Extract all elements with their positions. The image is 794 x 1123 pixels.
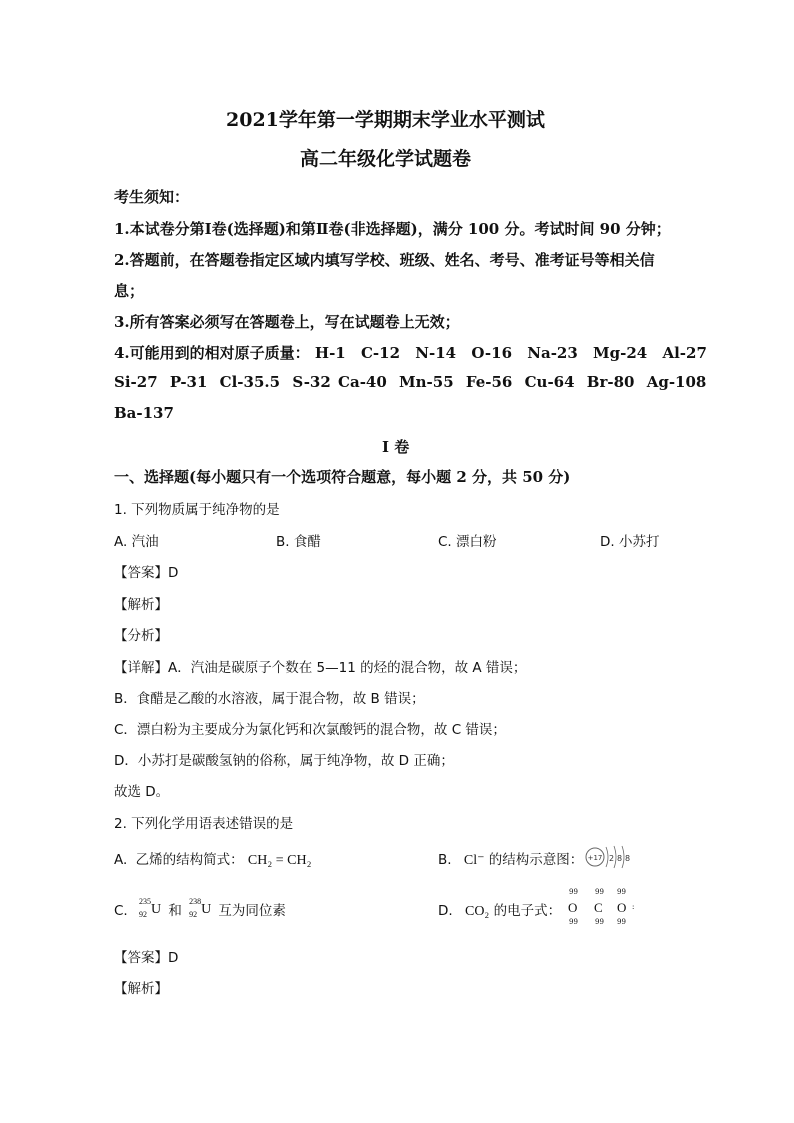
q2-option-b-text: 的结构示意图： bbox=[488, 852, 584, 868]
notice-item-2-cont: 息； bbox=[114, 282, 145, 300]
electron-pair-icon: : bbox=[632, 903, 635, 911]
atomic-mass: Mg-24 bbox=[593, 344, 648, 362]
q1-option-c: C. 漂白粉 bbox=[438, 534, 497, 550]
nucleus-charge: +17 bbox=[587, 854, 603, 862]
chloride-structure-diagram bbox=[584, 842, 634, 872]
atomic-mass: S-32 bbox=[292, 373, 331, 391]
atomic-mass: Mn-55 bbox=[399, 373, 454, 391]
q2-option-d-text: 的电子式： bbox=[493, 903, 562, 919]
q2-option-d-label: D. bbox=[438, 903, 453, 919]
electron-pair-icon: 99 bbox=[595, 918, 604, 926]
notice-item-4-lead: 4.可能用到的相对原子质量： bbox=[114, 344, 310, 362]
element-symbol: U bbox=[151, 902, 162, 917]
electron-pair-icon: 99 bbox=[595, 888, 604, 896]
mass-number: 238 bbox=[189, 897, 202, 906]
q2-option-a-text: 乙烯的结构简式： bbox=[135, 852, 244, 868]
notice-item-1: 1.本试卷分第Ⅰ卷(选择题)和第Ⅱ卷(非选择题)，满分 100 分。考试时间 90 分钟； bbox=[114, 220, 671, 238]
atomic-mass: Cl-35.5 bbox=[219, 373, 281, 391]
q1-option-a: A. 汽油 bbox=[114, 534, 159, 550]
q2-answer: 【答案】D bbox=[114, 950, 179, 966]
atomic-mass: H-1 bbox=[314, 344, 346, 362]
q2-option-b-label: B. bbox=[438, 852, 452, 868]
q2-option-c-and: 和 bbox=[168, 903, 182, 919]
q1-detail-a: 【详解】A．汽油是碳原子个数在 5—11 的烃的混合物，故 A 错误； bbox=[114, 660, 527, 676]
oxygen-atom: O bbox=[568, 900, 578, 915]
exam-title: 2021学年第一学期期末学业水平测试 bbox=[226, 109, 545, 131]
electron-pair-icon: 99 bbox=[617, 888, 626, 896]
notice-item-4 bbox=[114, 342, 707, 363]
electron-pair-icon: 99 bbox=[569, 918, 578, 926]
atomic-mass: Ag-108 bbox=[646, 373, 707, 391]
q1-option-d: D. 小苏打 bbox=[600, 534, 660, 550]
q1-conclusion: 故选 D。 bbox=[114, 784, 170, 800]
q2-option-a-label: A. bbox=[114, 852, 128, 868]
element-symbol: U bbox=[201, 902, 212, 917]
part-title: 一、选择题(每小题只有一个选项符合题意，每小题 2 分，共 50 分) bbox=[114, 468, 571, 486]
q2-option-b bbox=[438, 848, 583, 869]
q2-stem: 2. 下列化学用语表述错误的是 bbox=[114, 816, 294, 832]
atomic-mass: Ca-40 bbox=[338, 373, 387, 391]
atomic-mass: Ba-137 bbox=[114, 404, 174, 422]
q1-option-b: B. 食醋 bbox=[276, 534, 321, 550]
notice-heading: 考生须知： bbox=[114, 188, 190, 206]
notice-item-3: 3.所有答案必须写在答题卷上，写在试题卷上无效； bbox=[114, 313, 460, 331]
atomic-number: 92 bbox=[139, 910, 148, 919]
q2-option-c bbox=[114, 899, 286, 920]
atomic-mass: N-14 bbox=[415, 344, 457, 362]
electron-pair-icon: 99 bbox=[569, 888, 578, 896]
atomic-mass-row-2 bbox=[114, 373, 706, 391]
ethylene-formula: CH₂ = CH₂ bbox=[247, 853, 312, 868]
atomic-mass: Si-27 bbox=[114, 373, 158, 391]
shell-electrons: 8 bbox=[617, 854, 623, 863]
q2-option-a bbox=[114, 848, 311, 869]
atomic-mass: C-12 bbox=[360, 344, 401, 362]
volume-title: I 卷 bbox=[382, 438, 410, 456]
carbon-dioxide-formula: CO₂ bbox=[464, 904, 490, 919]
atomic-mass: Na-23 bbox=[527, 344, 578, 362]
atomic-mass: Fe-56 bbox=[465, 373, 513, 391]
atomic-mass: P-31 bbox=[169, 373, 208, 391]
atomic-mass: O-16 bbox=[471, 344, 513, 362]
shell-electrons: 8 bbox=[625, 854, 631, 863]
q2-jiexi-label: 【解析】 bbox=[114, 981, 168, 997]
q2-option-d bbox=[438, 899, 561, 920]
q1-answer: 【答案】D bbox=[114, 565, 179, 581]
shell-electrons: 2 bbox=[609, 854, 615, 863]
q1-detail-b: B．食醋是乙酸的水溶液，属于混合物，故 B 错误； bbox=[114, 691, 425, 707]
electron-pair-icon: 99 bbox=[617, 918, 626, 926]
atomic-mass-row-3 bbox=[114, 404, 174, 422]
q1-stem: 1. 下列物质属于纯净物的是 bbox=[114, 502, 280, 518]
uranium-238-isotope bbox=[186, 897, 212, 920]
chloride-ion: Cl⁻ bbox=[463, 853, 485, 868]
co2-electron-formula bbox=[566, 888, 638, 928]
q1-detail-d: D．小苏打是碳酸氢钠的俗称，属于纯净物，故 D 正确； bbox=[114, 753, 454, 769]
q2-option-c-label: C. bbox=[114, 903, 128, 919]
q1-fenxi-label: 【分析】 bbox=[114, 628, 168, 644]
q2-option-c-text: 互为同位素 bbox=[218, 903, 286, 919]
carbon-atom: C bbox=[594, 900, 603, 915]
exam-subtitle: 高二年级化学试题卷 bbox=[300, 148, 472, 170]
atomic-mass: Br-80 bbox=[586, 373, 635, 391]
uranium-235-isotope bbox=[136, 897, 162, 920]
mass-number: 235 bbox=[139, 897, 152, 906]
oxygen-atom: O bbox=[617, 900, 627, 915]
q1-jiexi-label: 【解析】 bbox=[114, 597, 168, 613]
atomic-mass: Cu-64 bbox=[524, 373, 575, 391]
notice-item-2: 2.答题前，在答题卷指定区域内填写学校、班级、姓名、考号、准考证号等相关信 bbox=[114, 251, 655, 269]
atomic-mass: Al-27 bbox=[662, 344, 707, 362]
atomic-number: 92 bbox=[189, 910, 198, 919]
q1-detail-c: C．漂白粉为主要成分为氯化钙和次氯酸钙的混合物，故 C 错误； bbox=[114, 722, 506, 738]
